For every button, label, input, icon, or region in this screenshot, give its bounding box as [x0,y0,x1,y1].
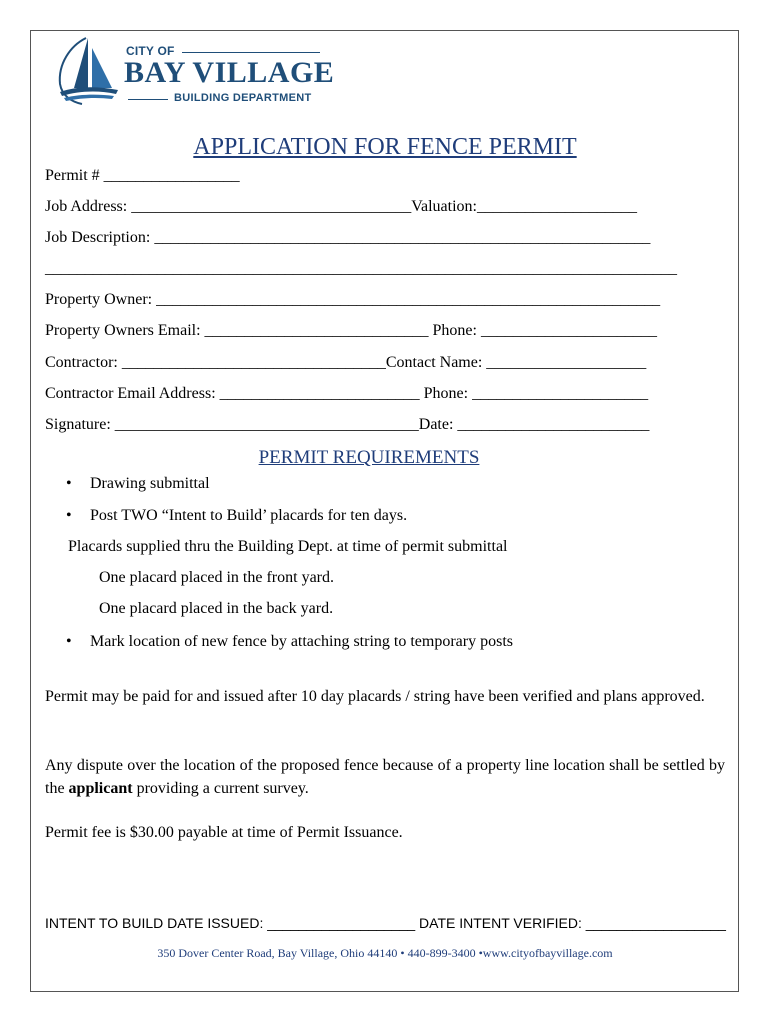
list-item [66,475,210,493]
fee-paragraph: Permit fee is $30.00 payable at time of Permit Issuance. [45,824,403,841]
logo-divider [128,99,168,100]
requirement-string: Mark location of new fence by attaching string to temporary posts [90,633,513,650]
requirements-heading: PERMIT REQUIREMENTS [258,447,480,468]
logo-city-name: BAY VILLAGE [124,56,335,89]
sailboat-icon [52,34,122,106]
requirement-drawing: Drawing submittal [90,475,210,492]
list-item [66,633,513,651]
signature-date-field[interactable]: Signature: ______________________________________Date: ________________________ [45,416,650,433]
dispute-text-end: providing a current survey. [132,780,309,797]
placards-note: Placards supplied thru the Building Dept. at time of permit submittal [68,538,508,555]
property-owner-field[interactable]: Property Owner: _______________________________________________________________ [45,291,661,308]
logo-department: BUILDING DEPARTMENT [174,92,312,104]
dispute-paragraph [45,754,725,800]
footer-address: 350 Dover Center Road, Bay Village, Ohio 44140 • 440-899-3400 •www.cityofbayvillage.com [157,946,613,960]
contractor-field[interactable]: Contractor: _________________________________Contact Name: ____________________ [45,354,647,371]
form-title: APPLICATION FOR FENCE PERMIT [193,134,577,160]
permit-number-field[interactable]: Permit # _________________ [45,167,240,184]
job-address-field[interactable]: Job Address: ___________________________________Valuation:____________________ [45,198,637,215]
applicant-emphasis: applicant [68,780,133,797]
bullet-icon: • [66,507,72,524]
dispute-text: Any dispute over the location of the proposed fence because of a property line location shall be settled by the [45,757,725,797]
logo-city-of: CITY OF [126,44,175,58]
bullet-icon: • [66,475,72,492]
placard-front: One placard placed in the front yard. [99,569,335,586]
placard-back: One placard placed in the back yard. [99,600,334,617]
logo-divider [182,52,320,53]
list-item [66,507,407,525]
job-description-field[interactable]: Job Description: ______________________________________________________________ [45,229,651,246]
payment-paragraph: Permit may be paid for and issued after 10 day placards / string have been verified and plans approved. [45,688,705,705]
intent-dates-field[interactable]: INTENT TO BUILD DATE ISSUED: ___________________ DATE INTENT VERIFIED: __________________ [45,915,726,931]
city-logo [52,34,335,108]
contractor-email-phone-field[interactable]: Contractor Email Address: _________________________ Phone: ______________________ [45,385,649,402]
owner-email-phone-field[interactable]: Property Owners Email: ____________________________ Phone: ______________________ [45,322,657,339]
job-description-continued-field[interactable]: _______________________________________________________________________________ [45,260,677,277]
requirement-placards: Post TWO “Intent to Build’ placards for ten days. [90,507,408,524]
bullet-icon: • [66,633,72,650]
